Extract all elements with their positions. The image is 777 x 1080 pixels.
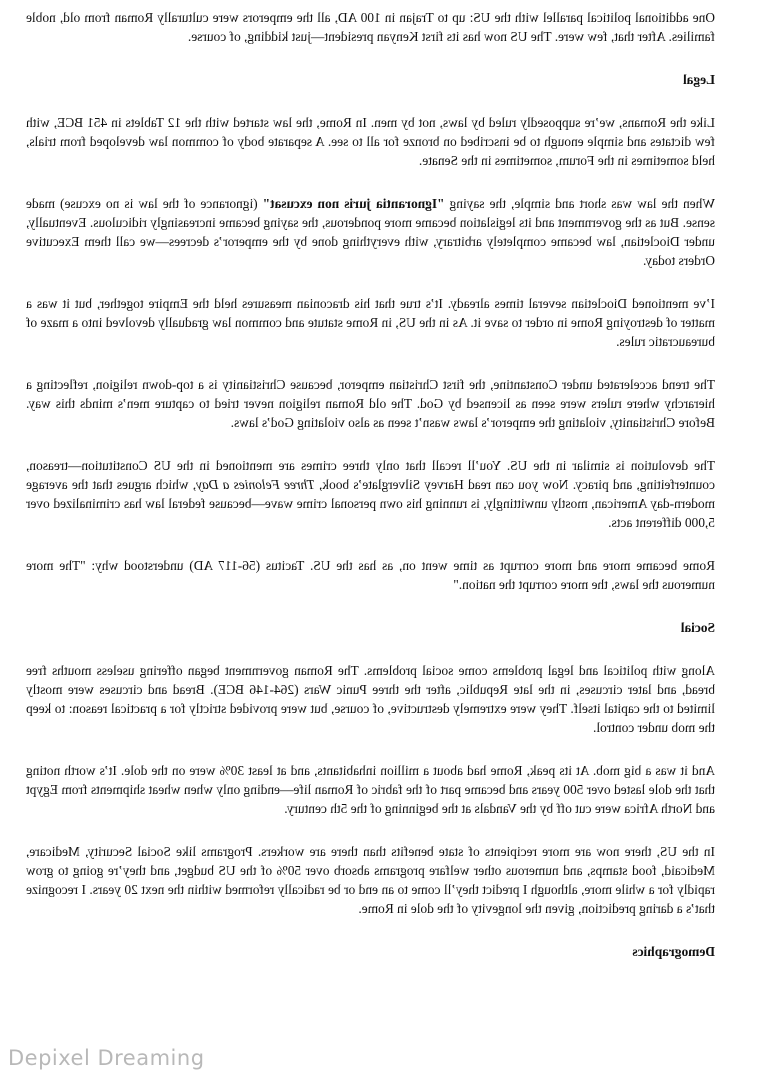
paragraph-text: The devolution is similar in the US. You’ll recall that only three crimes are mentioned in the US Constitution—treason, counterfeiting, and piracy. Now you can read Harvey Silverglate’s book, bbox=[26, 458, 715, 492]
paragraph-the-dole: And it was a big mob. At its peak, Rome had about a million inhabitants, and at least 30% were on the dole. It’s worth noting that the dole lasted over 500 years and became part of the fabric of Roman life—ending only when wheat shipments from Egypt and North Africa were cut off by the Vandals at the beginning of the 5th century. bbox=[26, 763, 715, 816]
latin-quote: "Ignorantia juris non excusat" bbox=[262, 196, 445, 211]
paragraph-us-devolution bbox=[26, 456, 715, 532]
paragraph-ignorance-of-law bbox=[26, 194, 715, 270]
watermark-text: Depixel Dreaming bbox=[8, 1046, 205, 1070]
paragraph-us-benefits: In the US, there now are more recipients of state benefits than there are workers. Programs like Social Security, Medicare, Medicaid, food stamps, and numerous other welfare programs absorb over 50% of the US budget, and they’re going to grow rapidly for a while more, although I predict they’ll come to an end or be radically reformed within the next 20 years. I recognize that’s a daring prediction, given the longevity of the dole in Rome. bbox=[26, 844, 715, 916]
heading-legal: Legal bbox=[683, 72, 715, 87]
paragraph-constantine: The trend accelerated under Constantine, the first Christian emperor, because Christianity is a top-down religion, reflecting a hierarchy where rulers were seen as licensed by God. The old Roman religion never tried to capture men’s minds this way. Before Christianity, violating the emperor’s laws wasn’t seen as also violating God’s laws. bbox=[26, 377, 715, 430]
paragraph-text: , which argues that the average modern-day American, mostly unwittingly, is running his own personal crime wave—because federal law has criminalized over 5,000 different acts. bbox=[26, 477, 715, 530]
paragraph-tacitus: Rome became more and more corrupt as time went on, as has the US. Tacitus (56-117 AD) understood why: "The more numerous the laws, the more corrupt the nation." bbox=[26, 558, 715, 592]
paragraph-text: When the law was short and simple, the saying bbox=[444, 196, 715, 211]
heading-social: Social bbox=[680, 620, 715, 635]
paragraph-text: (ignorance of the law is no excuse) made sense. But as the government and its legislation became more ponderous, the saying became increasingly ridiculous. Eventually, under Diocletian, law became completely arbitrary, with everything done by the emperor’s decrees—we call them Executive Orders today. bbox=[25, 196, 715, 268]
paragraph-bread-and-circuses: Along with political and legal problems come social problems. The Roman government began offering useless mouths free bread, and later circuses, in the late Republic, after the three Punic Wars (264-146 BCE). Bread and circuses were mostly limited to the capital itself. They were extremely destructive, of course, but were provided strictly for a practical reason: to keep the mob under control. bbox=[26, 663, 715, 735]
book-title: Three Felonies a Day bbox=[196, 477, 315, 492]
paragraph-political-parallel: One additional political parallel with the US: up to Trajan in 100 AD, all the emperors were culturally Roman from old, noble families. After that, few were. The US now has its first Kenyan president—just kidding, of course. bbox=[26, 10, 715, 44]
paragraph-rule-of-law: Like the Romans, we’re supposedly ruled by laws, not by men. In Rome, the law started with the 12 Tablets in 451 BCE, with few dictates and simple enough to be inscribed on bronze for all to see. A separate body of common law developed from trials, held sometimes in the Forum, sometimes in the Senate. bbox=[26, 115, 715, 168]
heading-demographics: Demographics bbox=[632, 944, 715, 959]
paragraph-diocletian: I’ve mentioned Diocletian several times already. It’s true that his draconian measures held the Empire together, but it was a matter of destroying Rome in order to save it. As in the US, in Rome statute and common law gradually devolved into a maze of bureaucratic rules. bbox=[26, 296, 715, 349]
